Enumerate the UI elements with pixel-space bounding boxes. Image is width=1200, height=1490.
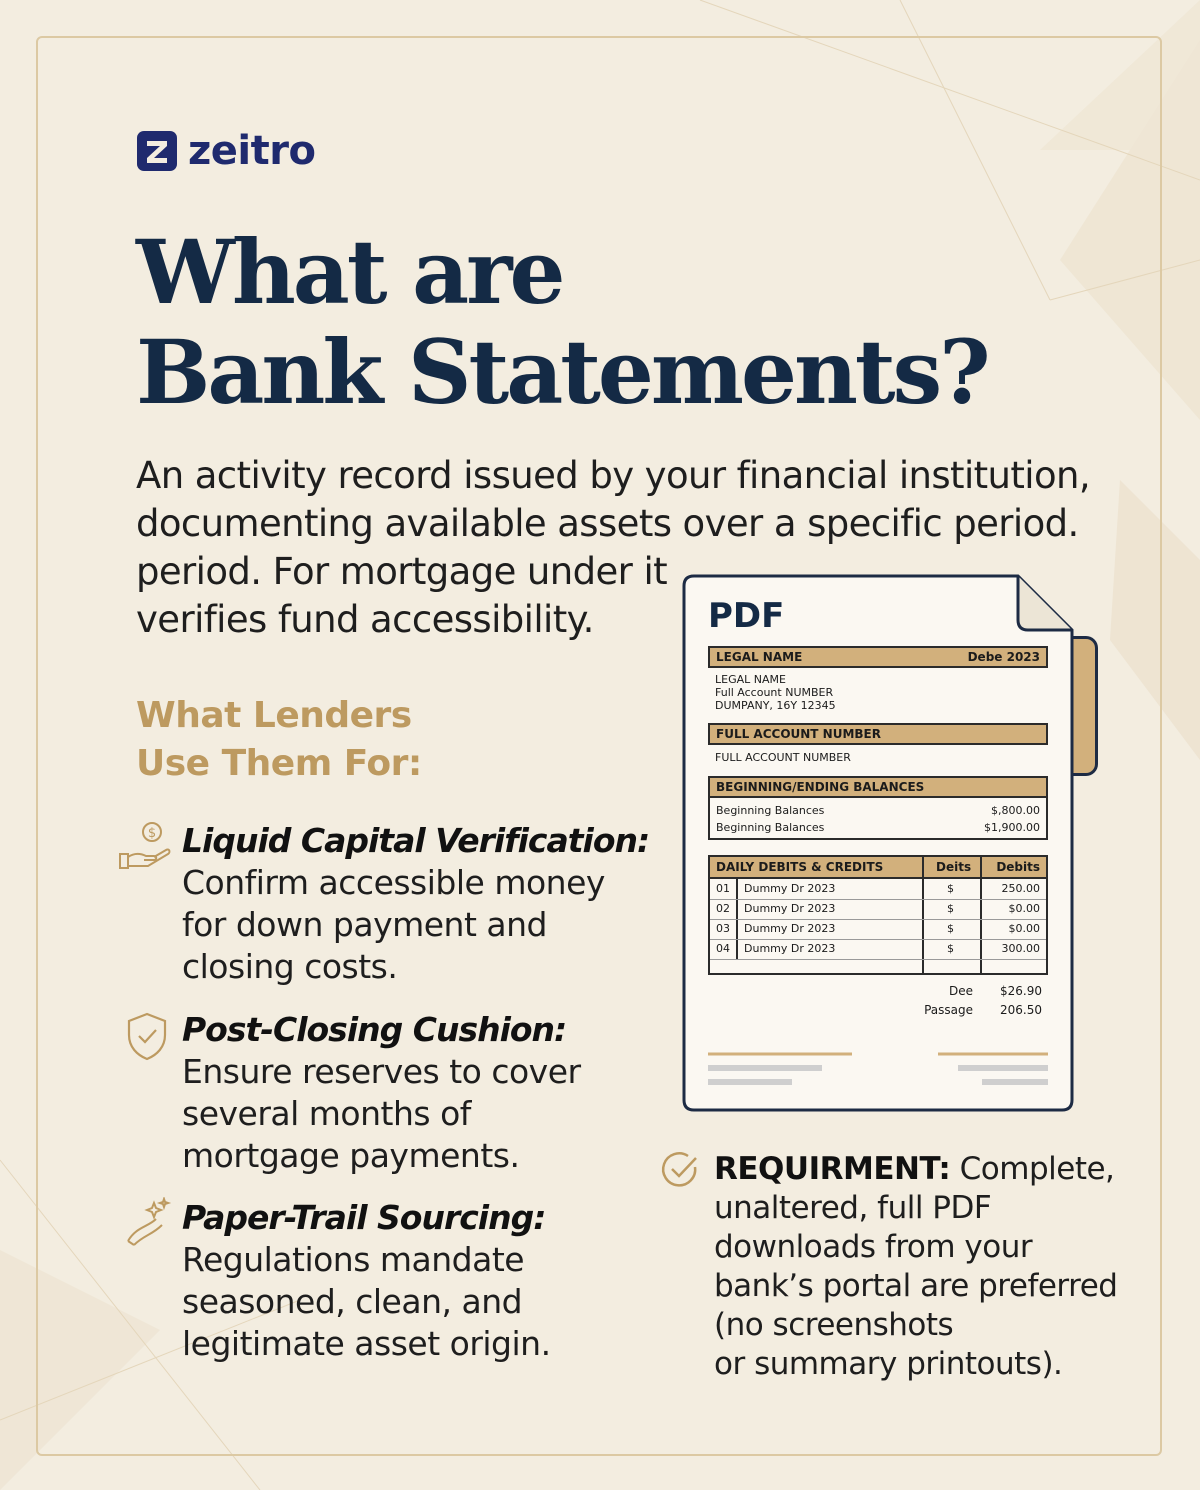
total-value: 206.50: [1000, 1003, 1042, 1017]
legal-name-header: LEGAL NAME: [716, 650, 803, 664]
item-line: Ensure reserves to cover: [182, 1052, 581, 1091]
deits-column-header: Deits: [936, 860, 972, 874]
daily-band: [708, 855, 1048, 879]
check-circle-icon: [660, 1150, 700, 1190]
legal-line: Full Account NUMBER: [715, 686, 834, 699]
item-line: mortgage payments.: [182, 1136, 520, 1175]
total-value: $26.90: [1000, 984, 1042, 998]
pdf-label: PDF: [708, 596, 785, 636]
table-row: 04 Dummy Dr 2023 $ 300.00: [710, 939, 1046, 960]
brand-name: zeitro: [188, 128, 316, 174]
totals-values: [980, 982, 1042, 1020]
table-row: 01 Dummy Dr 2023 $ 250.00: [710, 879, 1046, 900]
balances-box: [708, 798, 1048, 840]
item-line: Confirm accessible money: [182, 863, 605, 902]
requirement-line: or summary printouts).: [714, 1346, 1063, 1382]
item-line: seasoned, clean, and: [182, 1282, 523, 1321]
hand-coin-icon: [118, 820, 174, 876]
page-title: [136, 222, 1116, 422]
balances-band: [708, 776, 1048, 798]
legal-name-lines: [715, 673, 836, 712]
legal-name-band: [708, 646, 1048, 668]
balance-value: $,800.00: [991, 804, 1040, 817]
item-heading: Post-Closing Cushion:: [182, 1010, 567, 1049]
requirement-label: REQUIRMENT:: [714, 1151, 951, 1187]
statement-date: Debe 2023: [967, 650, 1040, 664]
title-line-1: What are: [136, 220, 563, 324]
z-logo-icon: [136, 130, 178, 172]
section-heading: [136, 692, 422, 788]
item-line: legitimate asset origin.: [182, 1324, 551, 1363]
intro-line-1: An activity record issued by your financial institution,: [136, 454, 1091, 497]
balance-label: Beginning Balances: [716, 821, 825, 834]
title-line-2: Bank Statements?: [136, 320, 988, 424]
intro-line-3: period. For mortgage under it: [136, 550, 668, 593]
intro-line-2: documenting available assets over a specific period.: [136, 502, 1079, 545]
legal-line: LEGAL NAME: [715, 673, 786, 686]
total-label: Dee: [948, 984, 973, 998]
section-heading-line-1: What Lenders: [136, 695, 412, 736]
item-line: several months of: [182, 1094, 471, 1133]
account-number-header: FULL ACCOUNT NUMBER: [716, 727, 881, 741]
item-line: Regulations mandate: [182, 1240, 525, 1279]
item-line: for down payment and: [182, 905, 547, 944]
legal-line: DUMPANY, 16Y 12345: [715, 699, 836, 712]
requirement-line: (no screenshots: [714, 1307, 954, 1343]
table-row: 02 Dummy Dr 2023 $ $0.00: [710, 899, 1046, 920]
brand-logo: [136, 128, 315, 174]
balances-header: BEGINNING/ENDING BALANCES: [716, 780, 925, 794]
requirement-line: downloads from your: [714, 1229, 1033, 1265]
debits-column-header: Debits: [996, 860, 1040, 874]
account-number-band: [708, 723, 1048, 745]
daily-header: DAILY DEBITS & CREDITS: [716, 860, 884, 874]
total-label: Passage: [924, 1003, 973, 1017]
balance-value: $1,900.00: [984, 821, 1040, 834]
daily-table: [708, 879, 1048, 975]
account-number-line: FULL ACCOUNT NUMBER: [715, 751, 851, 764]
requirement-line: bank’s portal are preferred: [714, 1268, 1118, 1304]
shield-check-icon: [118, 1009, 174, 1065]
requirement-first: Complete,: [950, 1151, 1115, 1187]
totals-labels: [905, 982, 973, 1020]
balance-label: Beginning Balances: [716, 804, 825, 817]
item-heading: Paper-Trail Sourcing:: [182, 1198, 546, 1237]
sparkle-trail-icon: [118, 1197, 174, 1253]
svg-text:$: $: [147, 826, 157, 841]
item-line: closing costs.: [182, 947, 398, 986]
intro-line-4: verifies fund accessibility.: [136, 598, 594, 641]
section-heading-line-2: Use Them For:: [136, 743, 422, 784]
item-heading: Liquid Capital Verification:: [182, 821, 650, 860]
requirement-line: unaltered, full PDF: [714, 1190, 992, 1226]
table-row: 03 Dummy Dr 2023 $ $0.00: [710, 919, 1046, 940]
